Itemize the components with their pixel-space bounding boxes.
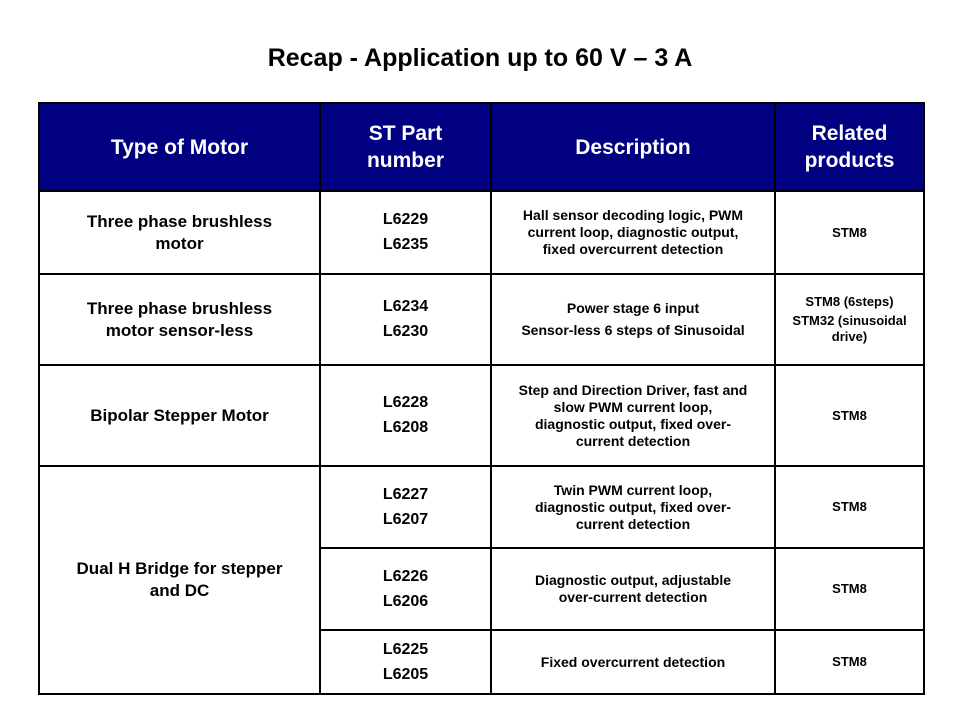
description-cell: Hall sensor decoding logic, PWM current loop, diagnostic output, fixed overcurrent detection — [491, 191, 775, 274]
motor-type-cell: Three phase brushless motor — [39, 191, 320, 274]
description-cell: Fixed overcurrent detection — [491, 630, 775, 694]
related-products-cell: STM8 — [775, 548, 924, 630]
part-number-cell: L6227 L6207 — [320, 466, 491, 548]
header-type-of-motor: Type of Motor — [39, 103, 320, 191]
header-st-part-number: ST Part number — [320, 103, 491, 191]
table-header-row — [39, 103, 924, 191]
page-title: Recap - Application up to 60 V – 3 A — [267, 44, 693, 72]
part-number-cell: L6225 L6205 — [320, 630, 491, 694]
table-row — [39, 466, 924, 548]
related-products-cell: STM8 — [775, 466, 924, 548]
table-row — [39, 365, 924, 466]
related-products-cell: STM8 (6steps) STM32 (sinusoidal drive) — [775, 274, 924, 365]
motor-type-cell: Bipolar Stepper Motor — [39, 365, 320, 466]
part-number-cell: L6229 L6235 — [320, 191, 491, 274]
motor-type-cell: Three phase brushless motor sensor-less — [39, 274, 320, 365]
table-row — [39, 274, 924, 365]
description-cell: Power stage 6 input Sensor-less 6 steps of Sinusoidal — [491, 274, 775, 365]
description-cell: Diagnostic output, adjustable over-current detection — [491, 548, 775, 630]
description-cell: Step and Direction Driver, fast and slow PWM current loop, diagnostic output, fixed over- current detection — [491, 365, 775, 466]
part-number-cell: L6228 L6208 — [320, 365, 491, 466]
header-related-products: Related products — [775, 103, 924, 191]
motor-type-cell: Dual H Bridge for stepper and DC — [39, 466, 320, 694]
header-description: Description — [491, 103, 775, 191]
related-products-cell: STM8 — [775, 630, 924, 694]
table-row — [39, 191, 924, 274]
related-products-cell: STM8 — [775, 191, 924, 274]
related-products-cell: STM8 — [775, 365, 924, 466]
recap-table — [38, 102, 925, 695]
part-number-cell: L6234 L6230 — [320, 274, 491, 365]
part-number-cell: L6226 L6206 — [320, 548, 491, 630]
description-cell: Twin PWM current loop, diagnostic output, fixed over- current detection — [491, 466, 775, 548]
